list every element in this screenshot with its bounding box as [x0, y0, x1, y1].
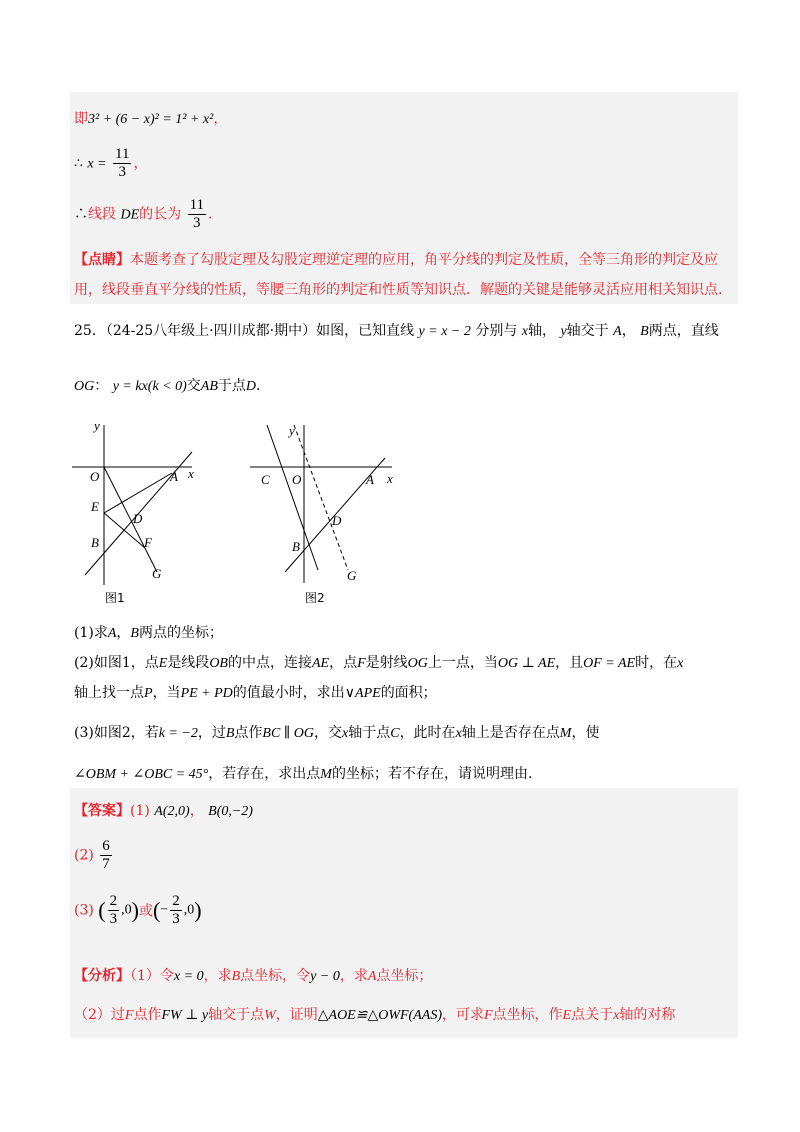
analysis-line-2: （2）过F点作FW ⊥ y轴交于点W，证明△AOE≌△OWF(AAS)，可求F点坐标，作E点关于x轴的对称	[74, 1007, 676, 1023]
answer-line-2: (2) $\frac{6}{7}$	[74, 838, 110, 872]
fig1-caption: 图1	[105, 591, 125, 605]
analysis-line-1: 【分析】（1）令x = 0，求B点坐标，令y − 0，求A点坐标；	[74, 968, 433, 984]
question-2-line-2: 轴上找一点P，当PE + PD的值最小时，求出∨APE的面积；	[74, 685, 437, 701]
solution-line-2: ∴ x = $\frac{11}{3}$ ，	[74, 146, 148, 180]
fig2-label-O: O	[292, 472, 302, 487]
comment-line-1: 【点睛】本题考查了勾股定理及勾股定理逆定理的应用，角平分线的判定及性质，全等三角形的判定及应	[74, 252, 718, 268]
fraction: $\frac{11}{3}$	[189, 197, 205, 231]
figure-2	[240, 415, 405, 615]
fraction: $\frac{2}{3}$	[172, 893, 180, 927]
question-2-line-1: (2)如图1，点E是线段OB的中点，连接AE，点F是射线OG上一点，当OG ⊥ AE，且OF = AE时，在x	[74, 655, 684, 671]
fig2-label-B: B	[292, 539, 300, 554]
fig1-label-y: y	[94, 418, 100, 433]
fraction: $\frac{6}{7}$	[102, 838, 110, 872]
fig2-label-A: A	[366, 472, 374, 487]
fig1-label-B: B	[91, 535, 99, 550]
problem-line-1: 25．（24-25八年级上·四川成都·期中）如图，已知直线 y = x − 2 分别与 x轴， y轴交于 A， B两点，直线	[74, 323, 719, 339]
fig1-label-F: F	[144, 535, 152, 550]
answer-tag: 【答案】	[74, 803, 130, 819]
fig2-label-y: y	[289, 423, 295, 438]
fig2-label-x: x	[387, 471, 393, 486]
solution-line-3: ∴线段 DE的长为 $\frac{11}{3}$ ．	[74, 197, 223, 231]
problem-line-2: OG： y = kx(k < 0)交AB于点D．	[74, 378, 270, 394]
fig1-line-ae	[104, 473, 172, 513]
fig2-caption: 图2	[305, 591, 325, 605]
figure-1	[60, 415, 220, 615]
fig1-label-G: G	[152, 566, 162, 581]
fraction: $\frac{2}{3}$	[109, 893, 118, 927]
answer-line-3: (3) ( $\frac{2}{3}$ ,0)或(− $\frac{2}{3}$ ,0)	[74, 893, 202, 927]
question-3-line-1: (3)如图2，若k = −2，过B点作BC ∥ OG，交x轴于点C，此时在x轴上是否存在点M，使	[74, 725, 600, 741]
question-3-line-2: ∠OBM + ∠OBC = 45°，若存在，求出点M的坐标；若不存在，请说明理由.	[74, 766, 533, 782]
question-1: (1)求A，B两点的坐标；	[74, 625, 223, 641]
fig2-line-og	[294, 425, 348, 570]
fig1-label-x: x	[188, 466, 194, 481]
analysis-tag: 【分析】	[74, 968, 130, 984]
fig1-label-D: D	[133, 511, 143, 526]
fraction: $\frac{11}{3}$	[115, 146, 130, 180]
fig1-label-A: A	[170, 469, 178, 484]
fig1-label-E: E	[91, 499, 99, 514]
fig1-label-O: O	[90, 469, 100, 484]
fig2-label-C: C	[261, 472, 270, 487]
answer-line-1: 【答案】(1) A(2,0)， B(0,−2)	[74, 803, 253, 819]
equation: 3² + (6 − x)² = 1² + x²	[88, 112, 214, 127]
solution-line-1: 即3² + (6 − x)² = 1² + x²，	[74, 111, 228, 127]
comment-tag: 【点睛】	[74, 252, 130, 268]
fig2-label-G: G	[347, 568, 357, 583]
fig2-label-D: D	[332, 513, 342, 528]
comment-line-2: 用，线段垂直平分线的性质，等腰三角形的判定和性质等知识点．解题的关键是能够灵活应用相关知识点.	[74, 282, 723, 298]
